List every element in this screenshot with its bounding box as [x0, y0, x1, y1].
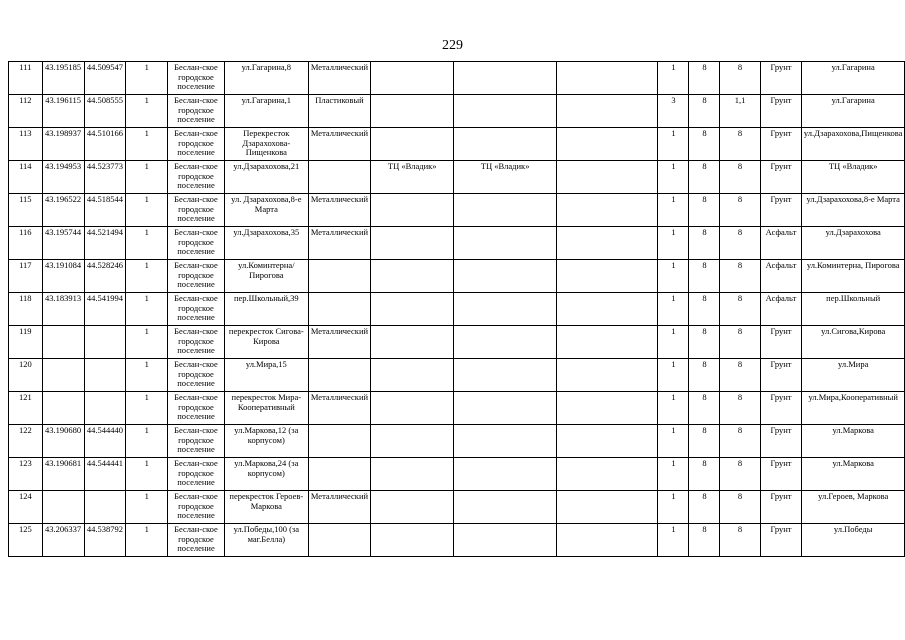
- surface-cell: Грунт: [760, 194, 802, 227]
- quantity-cell: 1: [658, 62, 689, 95]
- quantity-cell: 1: [658, 458, 689, 491]
- area-cell: ул.Сигова,Кирова: [802, 326, 905, 359]
- table-row: [9, 392, 905, 425]
- container-count-cell: 1: [126, 392, 168, 425]
- capacity-cell: 8: [720, 524, 760, 557]
- area-cell: ул.Дзарахохова,Пищенкова: [802, 128, 905, 161]
- volume-cell: 8: [689, 491, 720, 524]
- volume-cell: 8: [689, 425, 720, 458]
- notes-cell: [556, 128, 658, 161]
- notes-cell: [556, 62, 658, 95]
- material-cell: [308, 293, 370, 326]
- latitude-cell: 43.195744: [42, 227, 84, 260]
- longitude-cell: 44.523773: [84, 161, 126, 194]
- notes-cell: [556, 458, 658, 491]
- notes-cell: [556, 491, 658, 524]
- notes-cell: [556, 359, 658, 392]
- settlement-cell: Беслан-ское городское поселение: [168, 491, 225, 524]
- area-cell: ул.Коминтерна, Пирогова: [802, 260, 905, 293]
- settlement-cell: Беслан-ское городское поселение: [168, 227, 225, 260]
- latitude-cell: [42, 359, 84, 392]
- quantity-cell: 1: [658, 326, 689, 359]
- area-cell: ул.Дзарахохова,8-е Марта: [802, 194, 905, 227]
- capacity-cell: 8: [720, 491, 760, 524]
- latitude-cell: 43.183913: [42, 293, 84, 326]
- notes-cell: [556, 194, 658, 227]
- capacity-cell: 8: [720, 326, 760, 359]
- surface-cell: Грунт: [760, 491, 802, 524]
- container-count-cell: 1: [126, 128, 168, 161]
- owner-cell: [371, 392, 454, 425]
- row-number-cell: 119: [9, 326, 43, 359]
- longitude-cell: 44.528246: [84, 260, 126, 293]
- owner-cell: [371, 62, 454, 95]
- owner-cell: [371, 326, 454, 359]
- latitude-cell: 43.190680: [42, 425, 84, 458]
- table-row: [9, 359, 905, 392]
- owner-cell: ТЦ «Владик»: [371, 161, 454, 194]
- quantity-cell: 1: [658, 491, 689, 524]
- source-cell: [454, 128, 557, 161]
- container-count-cell: 1: [126, 194, 168, 227]
- quantity-cell: 1: [658, 524, 689, 557]
- area-cell: ул.Героев, Маркова: [802, 491, 905, 524]
- quantity-cell: 1: [658, 425, 689, 458]
- capacity-cell: 8: [720, 359, 760, 392]
- area-cell: ул.Маркова: [802, 425, 905, 458]
- latitude-cell: 43.195185: [42, 62, 84, 95]
- settlement-cell: Беслан-ское городское поселение: [168, 62, 225, 95]
- volume-cell: 8: [689, 62, 720, 95]
- area-cell: ул.Мира: [802, 359, 905, 392]
- owner-cell: [371, 491, 454, 524]
- volume-cell: 8: [689, 359, 720, 392]
- surface-cell: Грунт: [760, 524, 802, 557]
- surface-cell: Грунт: [760, 62, 802, 95]
- surface-cell: Асфальт: [760, 227, 802, 260]
- longitude-cell: 44.518544: [84, 194, 126, 227]
- settlement-cell: Беслан-ское городское поселение: [168, 260, 225, 293]
- table-row: [9, 227, 905, 260]
- latitude-cell: 43.190681: [42, 458, 84, 491]
- address-cell: перекресток Героев-Маркова: [224, 491, 308, 524]
- material-cell: [308, 458, 370, 491]
- surface-cell: Грунт: [760, 326, 802, 359]
- owner-cell: [371, 359, 454, 392]
- owner-cell: [371, 128, 454, 161]
- capacity-cell: 8: [720, 194, 760, 227]
- material-cell: Металлический: [308, 194, 370, 227]
- table-row: [9, 161, 905, 194]
- longitude-cell: 44.508555: [84, 95, 126, 128]
- notes-cell: [556, 293, 658, 326]
- longitude-cell: [84, 392, 126, 425]
- page-number: 229: [442, 38, 463, 53]
- row-number-cell: 112: [9, 95, 43, 128]
- material-cell: Металлический: [308, 326, 370, 359]
- source-cell: [454, 458, 557, 491]
- source-cell: [454, 392, 557, 425]
- address-cell: ул.Победы,100 (за маг.Белла): [224, 524, 308, 557]
- source-cell: [454, 524, 557, 557]
- quantity-cell: 1: [658, 392, 689, 425]
- quantity-cell: 1: [658, 260, 689, 293]
- material-cell: Металлический: [308, 128, 370, 161]
- table-row: [9, 260, 905, 293]
- capacity-cell: 8: [720, 62, 760, 95]
- owner-cell: [371, 458, 454, 491]
- volume-cell: 8: [689, 260, 720, 293]
- surface-cell: Грунт: [760, 392, 802, 425]
- row-number-cell: 118: [9, 293, 43, 326]
- address-cell: ул.Дзарахохова,35: [224, 227, 308, 260]
- volume-cell: 8: [689, 392, 720, 425]
- latitude-cell: 43.196522: [42, 194, 84, 227]
- container-count-cell: 1: [126, 293, 168, 326]
- volume-cell: 8: [689, 293, 720, 326]
- longitude-cell: 44.544441: [84, 458, 126, 491]
- capacity-cell: 8: [720, 425, 760, 458]
- owner-cell: [371, 524, 454, 557]
- address-cell: перекресток Мира-Кооперативный: [224, 392, 308, 425]
- quantity-cell: 1: [658, 161, 689, 194]
- source-cell: [454, 194, 557, 227]
- table-row: [9, 62, 905, 95]
- capacity-cell: 8: [720, 128, 760, 161]
- source-cell: [454, 260, 557, 293]
- material-cell: Металлический: [308, 392, 370, 425]
- row-number-cell: 124: [9, 491, 43, 524]
- source-cell: [454, 293, 557, 326]
- container-count-cell: 1: [126, 491, 168, 524]
- longitude-cell: [84, 491, 126, 524]
- owner-cell: [371, 95, 454, 128]
- notes-cell: [556, 95, 658, 128]
- quantity-cell: 1: [658, 359, 689, 392]
- area-cell: пер.Школьный: [802, 293, 905, 326]
- quantity-cell: 1: [658, 227, 689, 260]
- address-cell: ул.Мира,15: [224, 359, 308, 392]
- settlement-cell: Беслан-ское городское поселение: [168, 194, 225, 227]
- container-count-cell: 1: [126, 62, 168, 95]
- row-number-cell: 117: [9, 260, 43, 293]
- address-cell: ул.Гагарина,8: [224, 62, 308, 95]
- owner-cell: [371, 194, 454, 227]
- address-cell: Перекресток Дзарахохова-Пищенкова: [224, 128, 308, 161]
- table-row: [9, 524, 905, 557]
- container-count-cell: 1: [126, 458, 168, 491]
- table-row: [9, 194, 905, 227]
- volume-cell: 8: [689, 326, 720, 359]
- area-cell: ул.Гагарина: [802, 62, 905, 95]
- capacity-cell: 8: [720, 293, 760, 326]
- table-row: [9, 128, 905, 161]
- material-cell: [308, 359, 370, 392]
- area-cell: ул.Маркова: [802, 458, 905, 491]
- row-number-cell: 114: [9, 161, 43, 194]
- area-cell: ул.Победы: [802, 524, 905, 557]
- container-count-cell: 1: [126, 326, 168, 359]
- notes-cell: [556, 392, 658, 425]
- container-count-cell: 1: [126, 161, 168, 194]
- address-cell: перекресток Сигова-Кирова: [224, 326, 308, 359]
- surface-cell: Асфальт: [760, 293, 802, 326]
- notes-cell: [556, 326, 658, 359]
- settlement-cell: Беслан-ское городское поселение: [168, 524, 225, 557]
- volume-cell: 8: [689, 194, 720, 227]
- table-row: [9, 425, 905, 458]
- surface-cell: Грунт: [760, 128, 802, 161]
- latitude-cell: [42, 392, 84, 425]
- longitude-cell: 44.510166: [84, 128, 126, 161]
- quantity-cell: 1: [658, 194, 689, 227]
- row-number-cell: 116: [9, 227, 43, 260]
- area-cell: ул.Дзарахохова: [802, 227, 905, 260]
- surface-cell: Грунт: [760, 95, 802, 128]
- surface-cell: Грунт: [760, 425, 802, 458]
- table-row: [9, 491, 905, 524]
- notes-cell: [556, 425, 658, 458]
- longitude-cell: 44.521494: [84, 227, 126, 260]
- owner-cell: [371, 425, 454, 458]
- row-number-cell: 125: [9, 524, 43, 557]
- table-row: [9, 326, 905, 359]
- material-cell: Металлический: [308, 491, 370, 524]
- notes-cell: [556, 227, 658, 260]
- source-cell: [454, 425, 557, 458]
- row-number-cell: 115: [9, 194, 43, 227]
- material-cell: [308, 161, 370, 194]
- latitude-cell: 43.206337: [42, 524, 84, 557]
- longitude-cell: 44.509547: [84, 62, 126, 95]
- table-row: [9, 458, 905, 491]
- surface-cell: Грунт: [760, 359, 802, 392]
- owner-cell: [371, 260, 454, 293]
- longitude-cell: [84, 326, 126, 359]
- row-number-cell: 120: [9, 359, 43, 392]
- container-count-cell: 1: [126, 524, 168, 557]
- row-number-cell: 122: [9, 425, 43, 458]
- longitude-cell: 44.544440: [84, 425, 126, 458]
- volume-cell: 8: [689, 524, 720, 557]
- settlement-cell: Беслан-ское городское поселение: [168, 326, 225, 359]
- material-cell: Металлический: [308, 62, 370, 95]
- latitude-cell: 43.196115: [42, 95, 84, 128]
- notes-cell: [556, 161, 658, 194]
- material-cell: Пластиковый: [308, 95, 370, 128]
- area-cell: ТЦ «Владик»: [802, 161, 905, 194]
- registry-table: [8, 61, 905, 557]
- volume-cell: 8: [689, 227, 720, 260]
- settlement-cell: Беслан-ское городское поселение: [168, 359, 225, 392]
- latitude-cell: [42, 491, 84, 524]
- source-cell: [454, 95, 557, 128]
- longitude-cell: 44.541994: [84, 293, 126, 326]
- capacity-cell: 8: [720, 227, 760, 260]
- settlement-cell: Беслан-ское городское поселение: [168, 128, 225, 161]
- address-cell: ул.Гагарина,1: [224, 95, 308, 128]
- notes-cell: [556, 524, 658, 557]
- address-cell: ул.Маркова,24 (за корпусом): [224, 458, 308, 491]
- owner-cell: [371, 227, 454, 260]
- settlement-cell: Беслан-ское городское поселение: [168, 425, 225, 458]
- volume-cell: 8: [689, 128, 720, 161]
- table-body: [9, 62, 905, 557]
- address-cell: ул.Дзарахохова,21: [224, 161, 308, 194]
- table-row: [9, 293, 905, 326]
- quantity-cell: 3: [658, 95, 689, 128]
- capacity-cell: 8: [720, 161, 760, 194]
- container-count-cell: 1: [126, 260, 168, 293]
- latitude-cell: 43.194953: [42, 161, 84, 194]
- container-count-cell: 1: [126, 425, 168, 458]
- container-count-cell: 1: [126, 227, 168, 260]
- volume-cell: 8: [689, 161, 720, 194]
- latitude-cell: [42, 326, 84, 359]
- source-cell: ТЦ «Владик»: [454, 161, 557, 194]
- capacity-cell: 8: [720, 458, 760, 491]
- material-cell: [308, 260, 370, 293]
- source-cell: [454, 359, 557, 392]
- area-cell: ул.Гагарина: [802, 95, 905, 128]
- surface-cell: Грунт: [760, 161, 802, 194]
- capacity-cell: 8: [720, 260, 760, 293]
- row-number-cell: 123: [9, 458, 43, 491]
- owner-cell: [371, 293, 454, 326]
- settlement-cell: Беслан-ское городское поселение: [168, 95, 225, 128]
- volume-cell: 8: [689, 95, 720, 128]
- row-number-cell: 111: [9, 62, 43, 95]
- settlement-cell: Беслан-ское городское поселение: [168, 392, 225, 425]
- row-number-cell: 121: [9, 392, 43, 425]
- latitude-cell: 43.198937: [42, 128, 84, 161]
- volume-cell: 8: [689, 458, 720, 491]
- source-cell: [454, 326, 557, 359]
- capacity-cell: 8: [720, 392, 760, 425]
- surface-cell: Грунт: [760, 458, 802, 491]
- settlement-cell: Беслан-ское городское поселение: [168, 161, 225, 194]
- surface-cell: Асфальт: [760, 260, 802, 293]
- quantity-cell: 1: [658, 128, 689, 161]
- container-count-cell: 1: [126, 95, 168, 128]
- source-cell: [454, 62, 557, 95]
- address-cell: пер.Школьный,39: [224, 293, 308, 326]
- area-cell: ул.Мира,Кооперативный: [802, 392, 905, 425]
- row-number-cell: 113: [9, 128, 43, 161]
- material-cell: [308, 524, 370, 557]
- quantity-cell: 1: [658, 293, 689, 326]
- material-cell: Металлический: [308, 227, 370, 260]
- latitude-cell: 43.191084: [42, 260, 84, 293]
- settlement-cell: Беслан-ское городское поселение: [168, 293, 225, 326]
- notes-cell: [556, 260, 658, 293]
- longitude-cell: [84, 359, 126, 392]
- table-row: [9, 95, 905, 128]
- longitude-cell: 44.538792: [84, 524, 126, 557]
- source-cell: [454, 491, 557, 524]
- capacity-cell: 1,1: [720, 95, 760, 128]
- material-cell: [308, 425, 370, 458]
- address-cell: ул. Дзарахохова,8-е Марта: [224, 194, 308, 227]
- container-count-cell: 1: [126, 359, 168, 392]
- address-cell: ул.Маркова,12 (за корпусом): [224, 425, 308, 458]
- address-cell: ул.Коминтерна/Пирогова: [224, 260, 308, 293]
- settlement-cell: Беслан-ское городское поселение: [168, 458, 225, 491]
- source-cell: [454, 227, 557, 260]
